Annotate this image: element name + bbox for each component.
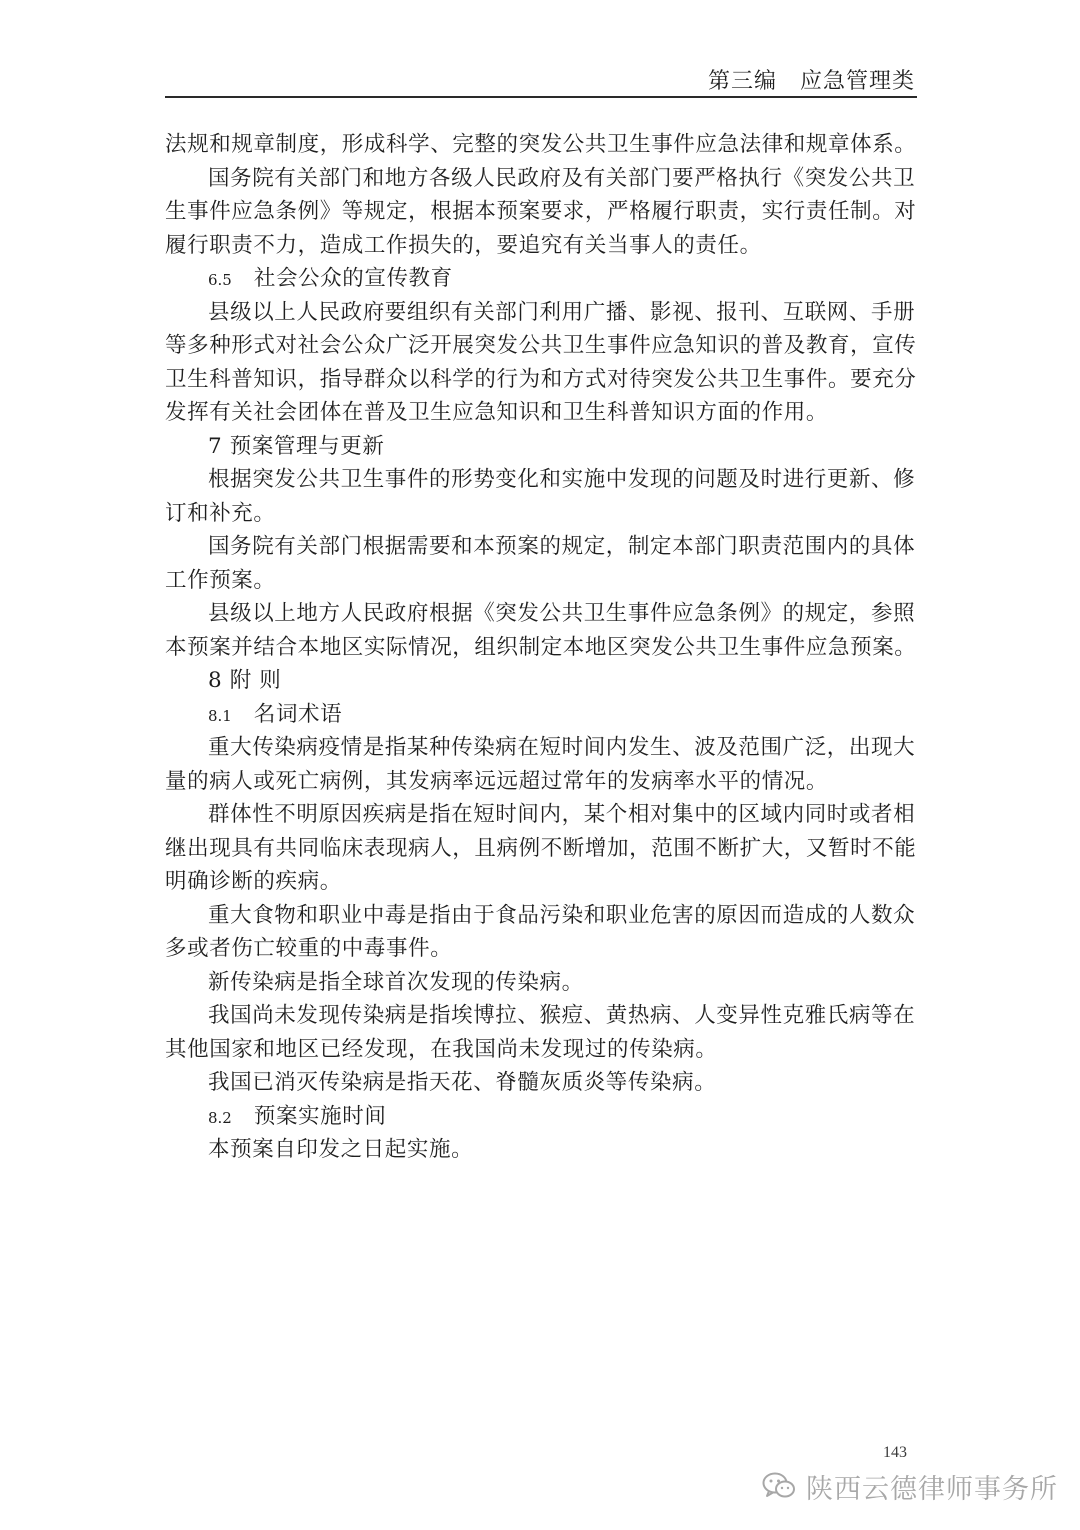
paragraph-line: 量的病人或死亡病例，其发病率远远超过常年的发病率水平的情况。 xyxy=(165,768,829,794)
section-title: 预案实施时间 xyxy=(253,1103,387,1129)
paragraph-line: 县级以上地方人民政府根据《突发公共卫生事件应急条例》的规定，参照 xyxy=(208,601,916,626)
section-heading-8-1 xyxy=(165,698,917,732)
section-number: 6.5 xyxy=(208,271,232,289)
paragraph-line: 国务院有关部门根据需要和本预案的规定，制定本部门职责范围内的具体 xyxy=(208,534,916,559)
paragraph-line: 法规和规章制度，形成科学、完整的突发公共卫生事件应急法律和规章体系。 xyxy=(165,132,917,157)
paragraph-line: 重大传染病疫情是指某种传染病在短时间内发生、波及范围广泛，出现大 xyxy=(208,735,916,760)
paragraph-line: 本预案自印发之日起实施。 xyxy=(208,1137,474,1162)
paragraph-line: 群体性不明原因疾病是指在短时间内，某个相对集中的区域内同时或者相 xyxy=(208,802,916,827)
paragraph-line: 等多种形式对社会公众广泛开展突发公共卫生事件应急知识的普及教育，宣传 xyxy=(165,333,917,358)
section-title: 社会公众的宣传教育 xyxy=(253,266,453,291)
chapter-heading-8: 8 附 则 xyxy=(208,668,282,693)
paragraph-line: 继出现具有共同临床表现病人，且病例不断增加，范围不断扩大，又暂时不能 xyxy=(165,835,917,861)
paragraph-line: 发挥有关社会团体在普及卫生应急知识和卫生科普知识方面的作用。 xyxy=(165,400,829,425)
paragraph-line: 国务院有关部门和地方各级人民政府及有关部门要严格执行《突发公共卫 xyxy=(208,165,916,191)
paragraph-line: 工作预案。 xyxy=(165,567,276,593)
paragraph-line: 新传染病是指全球首次发现的传染病。 xyxy=(208,969,584,995)
paragraph-line: 重大食物和职业中毒是指由于食品污染和职业危害的原因而造成的人数众 xyxy=(208,902,916,928)
section-title: 名词术语 xyxy=(253,701,343,727)
paragraph-line: 其他国家和地区已经发现，在我国尚未发现过的传染病。 xyxy=(165,1036,718,1062)
body-text xyxy=(165,128,917,1167)
paragraph-line: 履行职责不力，造成工作损失的，要追究有关当事人的责任。 xyxy=(165,232,762,258)
paragraph-line: 根据突发公共卫生事件的形势变化和实施中发现的问题及时进行更新、修 xyxy=(208,467,916,492)
section-heading-8-2 xyxy=(165,1100,917,1134)
paragraph-line: 县级以上人民政府要组织有关部门利用广播、影视、报刊、互联网、手册 xyxy=(208,299,916,325)
paragraph-line: 本预案并结合本地区实际情况，组织制定本地区突发公共卫生事件应急预案。 xyxy=(165,634,917,660)
paragraph-line: 生事件应急条例》等规定，根据本预案要求，严格履行职责，实行责任制。对 xyxy=(165,199,917,224)
page-number: 143 xyxy=(883,1444,907,1461)
watermark xyxy=(762,1466,1058,1506)
paragraph-line: 我国尚未发现传染病是指埃博拉、猴痘、黄热病、人变异性克雅氏病等在 xyxy=(208,1003,916,1028)
section-heading-6-5 xyxy=(165,262,917,296)
watermark-text: 陕西云德律师事务所 xyxy=(806,1473,1058,1505)
section-number: 8.1 xyxy=(208,706,232,725)
paragraph-line: 多或者伤亡较重的中毒事件。 xyxy=(165,936,453,961)
paragraph-line: 订和补充。 xyxy=(165,500,276,526)
running-header xyxy=(165,60,917,98)
wechat-icon xyxy=(762,1471,796,1501)
chapter-heading-7: 7 预案管理与更新 xyxy=(208,433,385,459)
paragraph-line: 明确诊断的疾病。 xyxy=(165,869,342,894)
section-number: 8.2 xyxy=(208,1108,232,1127)
paragraph-line: 我国已消灭传染病是指天花、脊髓灰质炎等传染病。 xyxy=(208,1070,717,1095)
header-title: 第三编 应急管理类 xyxy=(707,69,915,94)
paragraph-line: 卫生科普知识，指导群众以科学的行为和方式对待突发公共卫生事件。要充分 xyxy=(165,366,917,392)
